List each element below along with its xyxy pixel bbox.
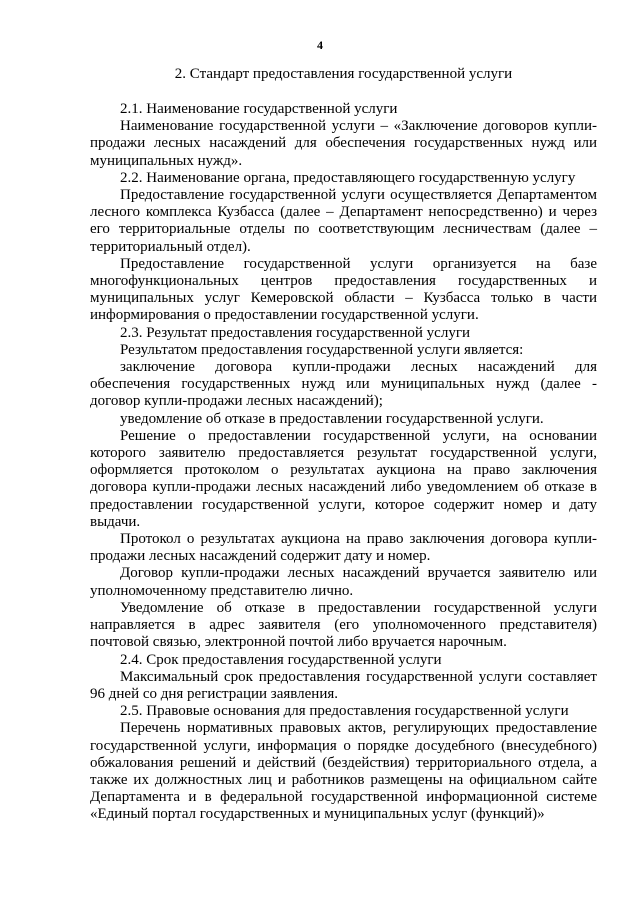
document-body bbox=[90, 101, 597, 824]
paragraph: Уведомление об отказе в предоставлении государственной услуги направляется в адрес заявителя (его уполномоченного представителя) почтовой связью, электронной почтой либо вручается нарочным. bbox=[90, 599, 597, 651]
page-number: 4 bbox=[317, 38, 323, 52]
subsection-heading-2-5: 2.5. Правовые основания для предоставления государственной услуги bbox=[120, 703, 569, 720]
subsection-heading-2-2: 2.2. Наименование органа, предоставляющего государственную услугу bbox=[120, 169, 576, 186]
paragraph: Предоставление государственной услуги организуется на базе многофункциональных центров предоставления государственных и муниципальных услуг Кемеровской области – Кузбасса только в части информирования о предоставлении государственной услуги. bbox=[90, 255, 597, 324]
section-title: 2. Стандарт предоставления государственной услуги bbox=[174, 66, 513, 82]
paragraph: заключение договора купли-продажи лесных насаждений для обеспечения государственных нужд или муниципальных нужд (далее - договор купли-продажи лесных насаждений); bbox=[90, 359, 597, 410]
subsection-heading-2-4: 2.4. Срок предоставления государственной услуги bbox=[120, 651, 442, 668]
paragraph: Предоставление государственной услуги осуществляется Департаментом лесного комплекса Кузбасса (далее – Департамент непосредственно) и через его территориальные отделы по соответствующим лесничествам (далее – территориальный отдел). bbox=[90, 187, 597, 255]
paragraph: Протокол о результатах аукциона на право заключения договора купли-продажи лесных насаждений содержит дату и номер. bbox=[90, 531, 597, 565]
paragraph: Наименование государственной услуги – «Заключение договоров купли-продажи лесных насаждений для обеспечения государственных нужд или муниципальных нужд». bbox=[90, 118, 597, 169]
subsection-heading-2-1: 2.1. Наименование государственной услуги bbox=[120, 101, 398, 117]
paragraph: Договор купли-продажи лесных насаждений вручается заявителю или уполномоченному представителю лично. bbox=[90, 565, 597, 599]
paragraph: уведомление об отказе в предоставлении государственной услуги. bbox=[120, 410, 544, 427]
paragraph: Решение о предоставлении государственной услуги, на основании которого заявителю предоставляется результат государственной услуги, оформляется протоколом о результатах аукциона на право заключения договора купли-продажи лесных насаждений либо уведомлением об отказе в предоставлении государственной услуги, которое содержит номер и дату выдачи. bbox=[90, 427, 597, 530]
subsection-heading-2-3: 2.3. Результат предоставления государственной услуги bbox=[120, 324, 471, 341]
paragraph: Результатом предоставления государственной услуги является: bbox=[120, 341, 524, 358]
paragraph: Максимальный срок предоставления государственной услуги составляет 96 дней со дня регистрации заявления. bbox=[90, 668, 597, 702]
paragraph: Перечень нормативных правовых актов, регулирующих предоставление государственной услуги, информация о порядке досудебного (внесудебного) обжалования решений и действий (бездействия) территориального отдела, а также их должностных лиц и работников размещены на официальном сайте Департамента и в федеральной государственной информационной системе «Единый портал государственных и муниципальных услуг (функций)» bbox=[90, 720, 597, 823]
